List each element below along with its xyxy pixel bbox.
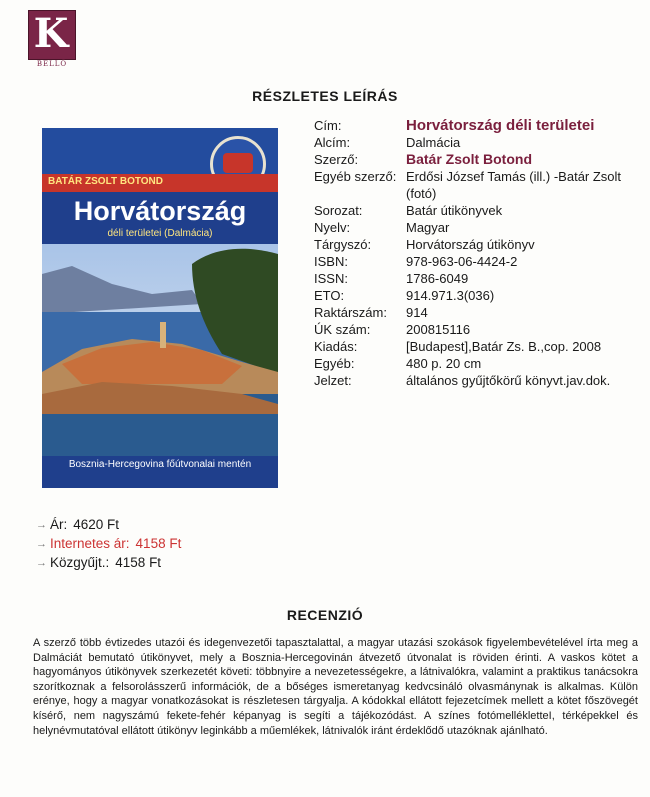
detail-value: Batár útikönyvek [406,203,503,218]
detail-value: Dalmácia [406,135,461,150]
detail-row [314,236,644,253]
detail-row [314,134,644,151]
review-heading: RECENZIÓ [286,607,364,623]
detail-row [314,321,644,338]
detail-value: 200815116 [406,322,471,337]
detail-label: Nyelv: [314,220,351,235]
price-label: Közgyűjt.: [50,555,110,570]
detail-label: Egyéb: [314,356,355,371]
detail-label: Egyéb szerző: [314,169,397,184]
detail-row [314,338,644,355]
price-value: 4620 Ft [73,517,120,532]
arrow-right-icon: → [36,556,47,569]
detail-row [314,168,644,202]
price-label: Internetes ár: [50,536,130,551]
price-row [36,534,181,553]
detail-label: Alcím: [314,135,351,150]
publisher-logo [28,10,76,70]
price-list [36,515,181,572]
detail-row [314,372,644,389]
logo-letter: K [33,10,69,57]
details-table [314,117,644,389]
price-row [36,515,181,534]
detail-label: Sorozat: [314,203,363,218]
arrow-right-icon: → [36,518,47,531]
price-label: Ár: [50,517,68,532]
arrow-right-icon: → [36,537,47,550]
cover-subtitle: déli területei (Dalmácia) [107,228,213,239]
detail-label: ÚK szám: [314,322,371,337]
detail-label: Cím: [314,118,342,133]
detail-row [314,117,644,134]
price-row [36,553,181,572]
detail-label: Tárgyszó: [314,237,372,252]
cover-photo [42,244,278,456]
price-value: 4158 Ft [115,555,162,570]
detail-row [314,304,644,321]
detail-value: 978-963-06-4424-2 [406,254,518,269]
book-cover [42,128,278,488]
review-text: A szerző több évtizedes utazói és idegenvezetői tapasztalattal, a magyar utazási szokások figyelembevételével írta meg a Dalmáciát bemutató útikönyvet, mely a Bosznia-Hercegovinán átvezető útvonalat is röviden érinti. A vaskos kötet a hagyományos útikönyvek szerkezetét követi: többnyire a nevezetességekre, a látnivalókra, valamint a praktikus tanácsokra szorítkoznak a felsorolásszerű információk, de a bőséges ismeretanyag kedvcsináló olvasmánynak is alkalmas. Külön erénye, hogy a magyar vonatkozásokat is részletesen tárgyalja. A kódokkal ellátott fejezetcímek mellett a kötet főszövegét kísérő, nem nagyszámú fekete-fehér képanyag is segíti a tájékozódást. A színes fotómellékletteI, térképekkel és helynévmutatóval ellátott útikönyv leginkább a műemlékek, látnivalók iránt érdeklődő utazóknak ajánlható. [33,637,638,737]
detail-row [314,253,644,270]
detail-label: Szerző: [314,152,359,167]
detail-row [314,270,644,287]
logo-subtitle: BELLŐ [36,60,68,68]
detail-value: Batár Zsolt Botond [406,151,532,167]
detail-value: 1786-6049 [406,271,469,286]
detail-label: ETO: [314,288,345,303]
detail-value: 480 p. 20 cm [406,356,482,371]
detail-value: 914.971.3(036) [406,288,495,303]
detail-value: [Budapest],Batár Zs. B.,cop. 2008 [406,339,602,354]
detail-value: Horvátország útikönyv [406,237,535,252]
cover-tagline: Bosznia-Hercegovina főútvonalai mentén [68,459,252,470]
detail-row [314,355,644,372]
detail-value: Horvátország déli területei [406,117,595,134]
detail-value: Erdősi József Tamás (ill.) -Batár Zsolt (fotó) [406,169,622,201]
detail-label: Raktárszám: [314,305,387,320]
detail-row [314,219,644,236]
detail-value: 914 [406,305,428,320]
detail-label: Kiadás: [314,339,358,354]
cover-title: Horvátország [73,196,247,226]
cover-author: BATÁR ZSOLT BOTOND [48,176,163,187]
detail-value: Magyar [406,220,450,235]
detail-value: általános gyűjtőkörű könyvt.jav.dok. [406,373,611,388]
detail-label: ISBN: [314,254,348,269]
detail-label: ISSN: [314,271,348,286]
detail-row [314,151,644,168]
price-value: 4158 Ft [135,536,182,551]
detail-label: Jelzet: [314,373,352,388]
detail-row [314,202,644,219]
details-heading: RÉSZLETES LEÍRÁS [252,88,398,104]
detail-row [314,287,644,304]
